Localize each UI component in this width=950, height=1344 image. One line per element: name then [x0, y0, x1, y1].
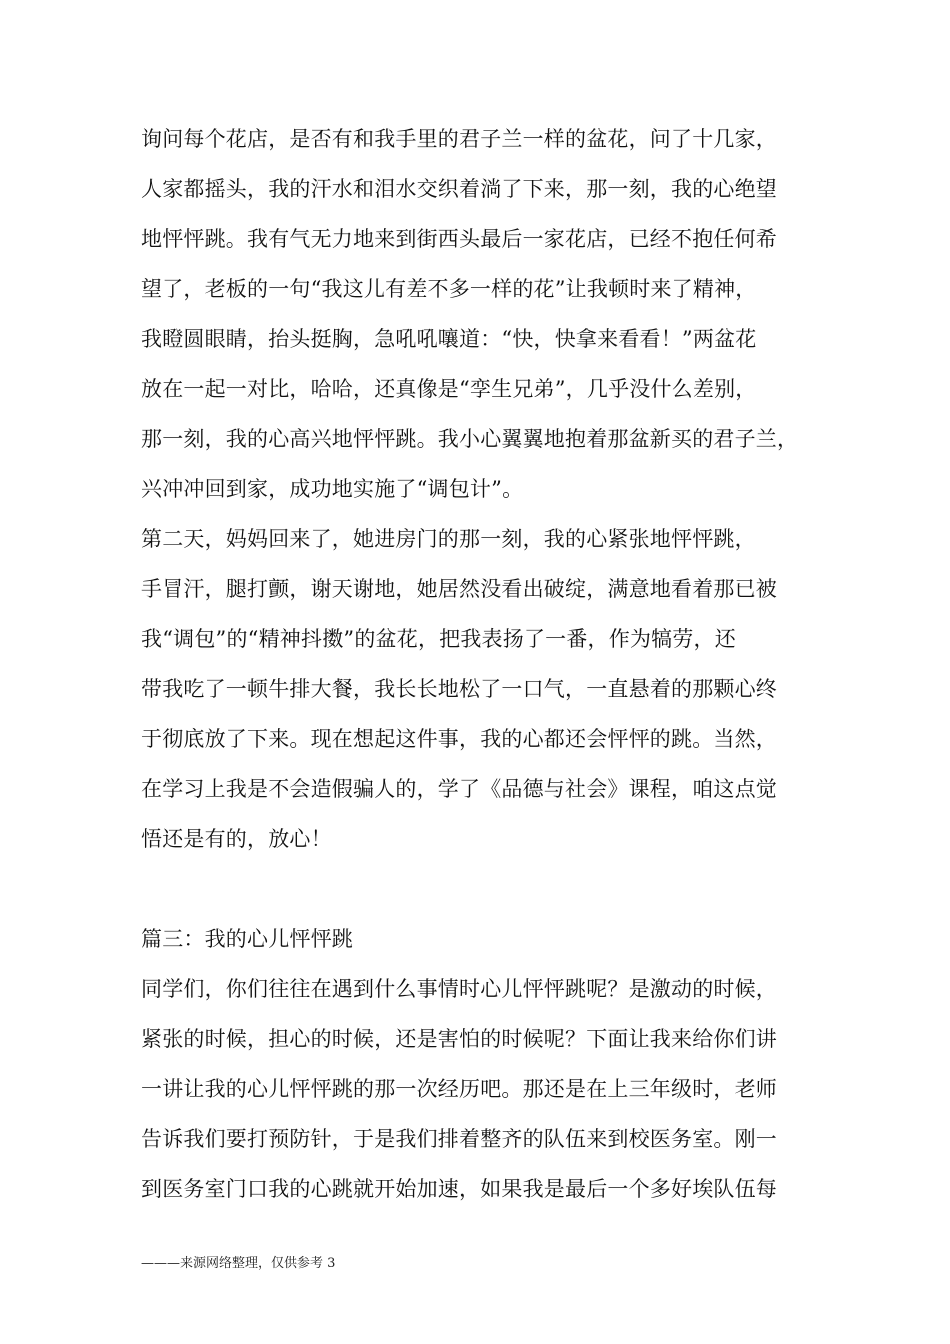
- text-line: 第二天，妈妈回来了，她进房门的那一刻，我的心紧张地怦怦跳，: [141, 527, 756, 551]
- text-line: 我瞪圆眼睛，抬头挺胸，急吼吼嚷道：“快，快拿来看看！”两盆花: [141, 327, 757, 351]
- text-line: 带我吃了一顿牛排大餐，我长长地松了一口气，一直悬着的那颗心终: [141, 677, 777, 701]
- text-line: 询问每个花店，是否有和我手里的君子兰一样的盆花，问了十几家，: [141, 127, 777, 151]
- text-line: 到医务室门口我的心跳就开始加速，如果我是最后一个多好埃队伍每: [141, 1177, 777, 1201]
- text-line: 兴冲冲回到家，成功地实施了“调包计”。: [141, 477, 524, 501]
- text-line: 我“调包”的“精神抖擞”的盆花，把我表扬了一番，作为犒劳，还: [141, 627, 736, 651]
- text-line: 人家都摇头，我的汗水和泪水交织着淌了下来，那一刻，我的心绝望: [141, 177, 777, 201]
- text-line: 紧张的时候，担心的时候，还是害怕的时候呢？下面让我来给你们讲: [141, 1027, 777, 1051]
- text-line: 于彻底放了下来。现在想起这件事，我的心都还会怦怦的跳。当然，: [141, 727, 777, 751]
- text-line: 地怦怦跳。我有气无力地来到街西头最后一家花店，已经不抱任何希: [141, 227, 777, 251]
- text-line: 手冒汗，腿打颤，谢天谢地，她居然没看出破绽，满意地看着那已被: [141, 577, 777, 601]
- text-line: 在学习上我是不会造假骗人的，学了《品德与社会》课程，咱这点觉: [141, 777, 777, 801]
- text-line: 悟还是有的，放心！: [141, 827, 332, 851]
- section-heading: 篇三：我的心儿怦怦跳: [141, 927, 353, 951]
- text-line: 那一刻，我的心高兴地怦怦跳。我小心翼翼地抱着那盆新买的君子兰，: [141, 427, 799, 451]
- text-line: 一讲让我的心儿怦怦跳的那一次经历吧。那还是在上三年级时，老师: [141, 1077, 777, 1101]
- text-line: 告诉我们要打预防针，于是我们排着整齐的队伍来到校医务室。刚一: [141, 1127, 777, 1151]
- text-line: 放在一起一对比，哈哈，还真像是“孪生兄弟”，几乎没什么差别，: [141, 377, 757, 401]
- text-line: 同学们，你们往往在遇到什么事情时心儿怦怦跳呢？是激动的时候，: [141, 977, 777, 1001]
- page-footer: ———来源网络整理，仅供参考 3: [141, 1256, 336, 1271]
- text-line: 望了，老板的一句“我这儿有差不多一样的花”让我顿时来了精神，: [141, 277, 757, 301]
